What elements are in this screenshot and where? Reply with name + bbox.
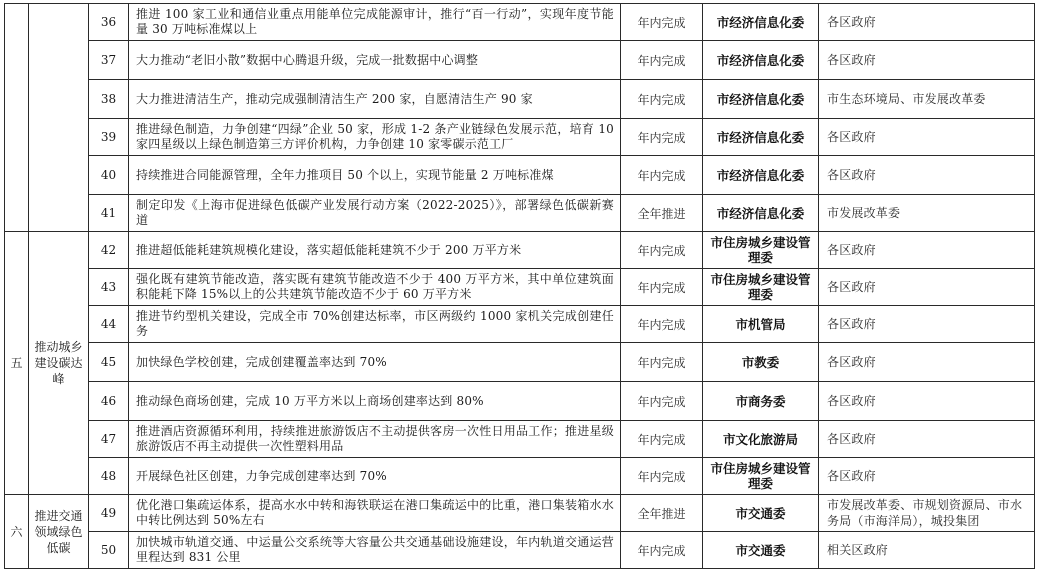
row-number: 49 [89,495,129,532]
task-description: 推进超低能耗建筑规模化建设，落实超低能耗建筑不少于 200 万平方米 [129,232,621,269]
row-number: 48 [89,458,129,495]
table-row [5,41,1035,80]
row-number: 41 [89,195,129,232]
task-description: 加快城市轨道交通、中运量公交系统等大容量公共交通基础设施建设，年内轨道交通运营里程达到 831 公里 [129,532,621,569]
row-number: 43 [89,269,129,306]
lead-department: 市机管局 [703,306,819,343]
task-description: 优化港口集疏运体系，提高水水中转和海铁联运在港口集疏运中的比重，港口集装箱水水中转比例达到 50%左右 [129,495,621,532]
category-number: 五 [5,232,29,495]
task-description: 开展绿色社区创建，力争完成创建率达到 70% [129,458,621,495]
lead-department: 市经济信息化委 [703,80,819,119]
lead-department: 市经济信息化委 [703,41,819,80]
cooperating-departments: 各区政府 [819,41,1035,80]
timeframe: 年内完成 [621,532,703,569]
cooperating-departments: 各区政府 [819,232,1035,269]
row-number: 44 [89,306,129,343]
table-row [5,119,1035,156]
table-row [5,232,1035,269]
task-description: 强化既有建筑节能改造，落实既有建筑节能改造不少于 400 万平方米，其中单位建筑面积能耗下降 15%以上的公共建筑节能改造不少于 60 万平方米 [129,269,621,306]
table-row [5,458,1035,495]
task-description: 推进节约型机关建设，完成全市 70%创建达标率，市区两级约 1000 家机关完成创建任务 [129,306,621,343]
cooperating-departments: 各区政府 [819,156,1035,195]
cooperating-departments: 各区政府 [819,421,1035,458]
timeframe: 年内完成 [621,382,703,421]
lead-department: 市交通委 [703,532,819,569]
row-number: 39 [89,119,129,156]
task-description: 制定印发《上海市促进绿色低碳产业发展行动方案（2022-2025）》，部署绿色低碳新赛道 [129,195,621,232]
cooperating-departments: 市发展改革委、市规划资源局、市水务局（市海洋局），城投集团 [819,495,1035,532]
table-row [5,532,1035,569]
task-description: 推进绿色制造，力争创建“四绿”企业 50 家，形成 1-2 条产业链绿色发展示范，培育 10 家四星级以上绿色制造第三方评价机构，力争创建 10 家零碳示范工厂 [129,119,621,156]
lead-department: 市经济信息化委 [703,195,819,232]
cooperating-departments: 各区政府 [819,4,1035,41]
table-row [5,382,1035,421]
timeframe: 全年推进 [621,195,703,232]
timeframe: 年内完成 [621,119,703,156]
cooperating-departments: 各区政府 [819,306,1035,343]
cooperating-departments: 各区政府 [819,269,1035,306]
cooperating-departments: 各区政府 [819,382,1035,421]
cooperating-departments: 相关区政府 [819,532,1035,569]
lead-department: 市交通委 [703,495,819,532]
timeframe: 年内完成 [621,41,703,80]
category-area: 推动城乡建设碳达峰 [29,232,89,495]
task-description: 加快绿色学校创建，完成创建覆盖率达到 70% [129,343,621,382]
task-description: 大力推动“老旧小散”数据中心腾退升级，完成一批数据中心调整 [129,41,621,80]
row-number: 42 [89,232,129,269]
row-number: 45 [89,343,129,382]
category-number: 六 [5,495,29,569]
timeframe: 年内完成 [621,80,703,119]
task-description: 推进 100 家工业和通信业重点用能单位完成能源审计，推行“百一行动”，实现年度节能量 30 万吨标准煤以上 [129,4,621,41]
timeframe: 年内完成 [621,4,703,41]
timeframe: 年内完成 [621,269,703,306]
row-number: 40 [89,156,129,195]
table-row [5,343,1035,382]
row-number: 46 [89,382,129,421]
category-cell-empty [5,4,29,232]
task-description: 推动绿色商场创建，完成 10 万平方米以上商场创建率达到 80% [129,382,621,421]
task-table-grid [4,3,1035,569]
cooperating-departments: 市生态环境局、市发展改革委 [819,80,1035,119]
area-cell-empty [29,4,89,232]
lead-department: 市经济信息化委 [703,156,819,195]
cooperating-departments: 各区政府 [819,343,1035,382]
table-row [5,80,1035,119]
table-row [5,4,1035,41]
lead-department: 市住房城乡建设管理委 [703,269,819,306]
lead-department: 市经济信息化委 [703,4,819,41]
lead-department: 市文化旅游局 [703,421,819,458]
timeframe: 年内完成 [621,306,703,343]
table-row [5,495,1035,532]
task-description: 大力推进清洁生产，推动完成强制清洁生产 200 家，自愿清洁生产 90 家 [129,80,621,119]
timeframe: 全年推进 [621,495,703,532]
cooperating-departments: 各区政府 [819,458,1035,495]
task-description: 持续推进合同能源管理，全年力推项目 50 个以上，实现节能量 2 万吨标准煤 [129,156,621,195]
cooperating-departments: 各区政府 [819,119,1035,156]
category-area: 推进交通领域绿色低碳 [29,495,89,569]
lead-department: 市经济信息化委 [703,119,819,156]
table-row [5,269,1035,306]
cooperating-departments: 市发展改革委 [819,195,1035,232]
lead-department: 市教委 [703,343,819,382]
timeframe: 年内完成 [621,421,703,458]
timeframe: 年内完成 [621,343,703,382]
timeframe: 年内完成 [621,156,703,195]
task-description: 推进酒店资源循环利用，持续推进旅游饭店不主动提供客房一次性日用品工作；推进星级旅游饭店不再主动提供一次性塑料用品 [129,421,621,458]
table-row [5,195,1035,232]
timeframe: 年内完成 [621,458,703,495]
row-number: 38 [89,80,129,119]
row-number: 36 [89,4,129,41]
row-number: 37 [89,41,129,80]
timeframe: 年内完成 [621,232,703,269]
row-number: 47 [89,421,129,458]
table-row [5,156,1035,195]
lead-department: 市商务委 [703,382,819,421]
table-row [5,306,1035,343]
lead-department: 市住房城乡建设管理委 [703,458,819,495]
lead-department: 市住房城乡建设管理委 [703,232,819,269]
table-row [5,421,1035,458]
row-number: 50 [89,532,129,569]
